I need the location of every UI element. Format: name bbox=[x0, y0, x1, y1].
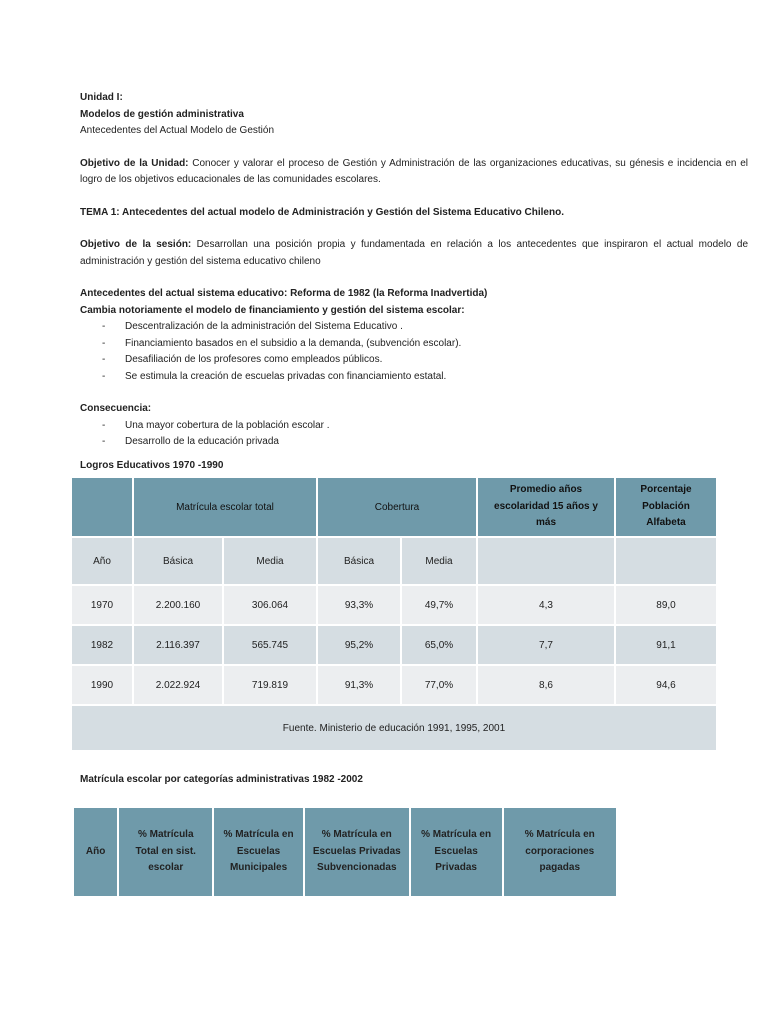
table-row bbox=[72, 666, 716, 704]
session-objective-label: Objetivo de la sesión: bbox=[80, 239, 192, 250]
table-source-row bbox=[72, 706, 716, 750]
header-total: % Matrícula Total en sist. escolar bbox=[119, 808, 212, 896]
list-item: - Se estimula la creación de escuelas privadas con financiamiento estatal. bbox=[80, 369, 748, 386]
header-year: Año bbox=[74, 808, 117, 896]
cell-literacy: 94,6 bbox=[616, 666, 716, 704]
subheader-middle: Media bbox=[224, 538, 316, 584]
list-item: - Desafiliación de los profesores como empleados públicos. bbox=[80, 352, 748, 369]
unit-objective-text: Conocer y valorar el proceso de Gestión y Administración de las organizaciones educativas, su génesis e incidencia en el logro de los objetivos educacionales de las comunidades escolares. bbox=[80, 157, 748, 185]
cell-year: 1982 bbox=[72, 626, 132, 664]
cell-basic-coverage: 93,3% bbox=[318, 586, 400, 624]
table2-title: Matrícula escolar por categorías administrativas 1982 -2002 bbox=[80, 774, 363, 785]
table-subheader-row bbox=[72, 538, 716, 584]
list-item: - Financiamiento basados en el subsidio a la demanda, (subvención escolar). bbox=[80, 336, 748, 353]
consequence-title: Consecuencia: bbox=[80, 403, 152, 414]
header-enrollment: Matrícula escolar total bbox=[134, 478, 316, 536]
cell-basic-coverage: 91,3% bbox=[318, 666, 400, 704]
header-subsidized: % Matrícula en Escuelas Privadas Subvencionadas bbox=[305, 808, 409, 896]
header-private: % Matrícula en Escuelas Privadas bbox=[411, 808, 502, 896]
achievements-table bbox=[70, 476, 718, 752]
header-literacy: Porcentaje Población Alfabeta bbox=[616, 478, 716, 536]
consequence-list bbox=[80, 418, 748, 451]
session-objective bbox=[80, 237, 748, 270]
cell-avg-years: 4,3 bbox=[478, 586, 614, 624]
cell-basic: 2.116.397 bbox=[134, 626, 222, 664]
table-source: Fuente. Ministerio de educación 1991, 1995, 2001 bbox=[72, 706, 716, 750]
cell-middle-coverage: 49,7% bbox=[402, 586, 476, 624]
header-municipal: % Matrícula en Escuelas Municipales bbox=[214, 808, 303, 896]
table-row bbox=[72, 626, 716, 664]
session-objective-text: Desarrollan una posición propia y fundamentada en relación a los antecedentes que inspiraron el actual modelo de administración y gestión del sistema educativo chileno bbox=[80, 239, 749, 267]
background-title: Antecedentes del actual sistema educativo: Reforma de 1982 (la Reforma Inadvertida) bbox=[80, 288, 488, 299]
unit-title: Modelos de gestión administrativa bbox=[80, 108, 244, 120]
unit-label: Unidad I: bbox=[80, 92, 123, 103]
cell-middle: 565.745 bbox=[224, 626, 316, 664]
cell-avg-years: 7,7 bbox=[478, 626, 614, 664]
cell-middle-coverage: 65,0% bbox=[402, 626, 476, 664]
header-coverage: Cobertura bbox=[318, 478, 476, 536]
list-item: - Una mayor cobertura de la población escolar . bbox=[80, 418, 748, 435]
header-cell-empty bbox=[72, 478, 132, 536]
subheader-empty bbox=[478, 538, 614, 584]
cell-year: 1970 bbox=[72, 586, 132, 624]
subheader-year: Año bbox=[72, 538, 132, 584]
subheader-basic-coverage: Básica bbox=[318, 538, 400, 584]
cell-middle: 719.819 bbox=[224, 666, 316, 704]
cell-basic-coverage: 95,2% bbox=[318, 626, 400, 664]
cell-basic: 2.200.160 bbox=[134, 586, 222, 624]
subheader-middle-coverage: Media bbox=[402, 538, 476, 584]
unit-subtitle: Antecedentes del Actual Modelo de Gestión bbox=[80, 125, 275, 136]
cell-middle: 306.064 bbox=[224, 586, 316, 624]
topic-title: TEMA 1: Antecedentes del actual modelo de Administración y Gestión del Sistema Educativo Chileno. bbox=[80, 206, 564, 218]
cell-year: 1990 bbox=[72, 666, 132, 704]
table-header-row bbox=[74, 808, 616, 896]
table-row bbox=[72, 586, 716, 624]
subheader-empty bbox=[616, 538, 716, 584]
header-avg-years: Promedio años escolaridad 15 años y más bbox=[478, 478, 614, 536]
list-item: - Desarrollo de la educación privada bbox=[80, 434, 748, 451]
cell-avg-years: 8,6 bbox=[478, 666, 614, 704]
document-body bbox=[80, 90, 748, 451]
cell-literacy: 89,0 bbox=[616, 586, 716, 624]
header-paid-corporations: % Matrícula en corporaciones pagadas bbox=[504, 808, 616, 896]
table-header-row bbox=[72, 478, 716, 536]
unit-objective-label: Objetivo de la Unidad: bbox=[80, 157, 189, 169]
changes-list bbox=[80, 319, 748, 385]
unit-objective bbox=[80, 156, 748, 189]
changes-title: Cambia notoriamente el modelo de financiamiento y gestión del sistema escolar: bbox=[80, 304, 465, 316]
cell-middle-coverage: 77,0% bbox=[402, 666, 476, 704]
table1-title: Logros Educativos 1970 -1990 bbox=[80, 460, 224, 471]
cell-basic: 2.022.924 bbox=[134, 666, 222, 704]
cell-literacy: 91,1 bbox=[616, 626, 716, 664]
list-item: - Descentralización de la administración del Sistema Educativo . bbox=[80, 319, 748, 336]
enrollment-categories-table bbox=[72, 806, 618, 898]
subheader-basic: Básica bbox=[134, 538, 222, 584]
